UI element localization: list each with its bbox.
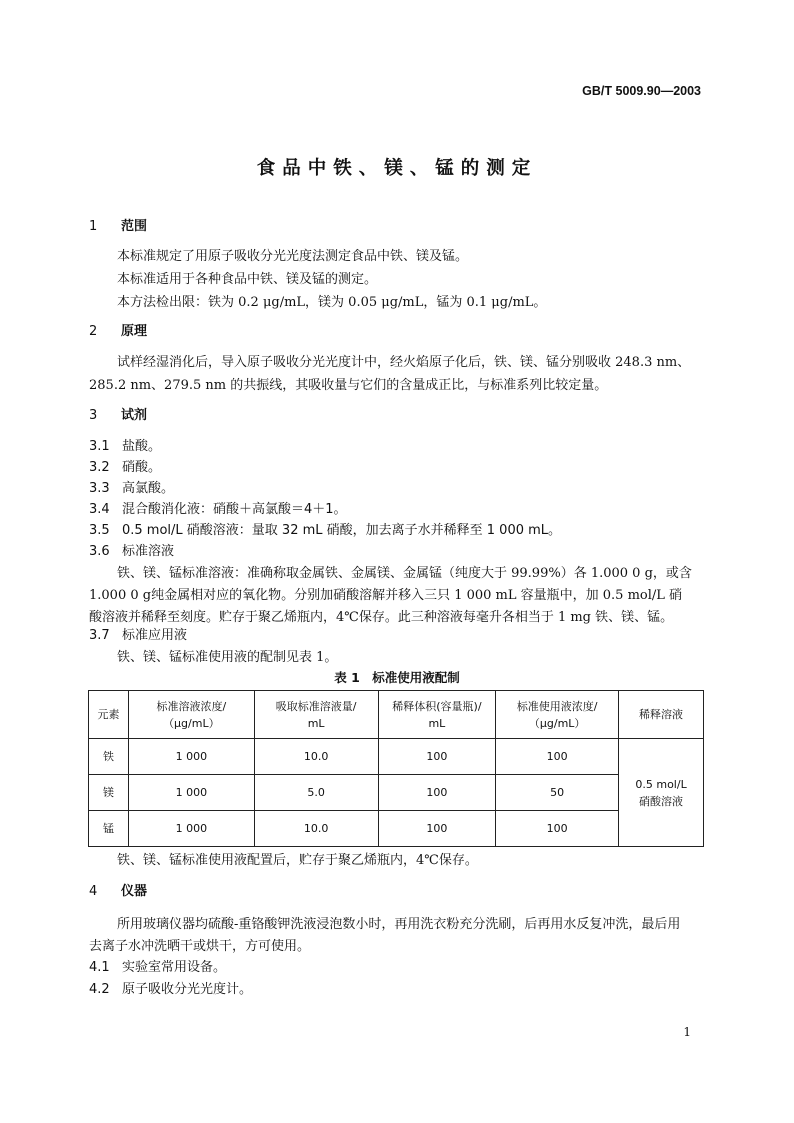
standard-solution-table — [88, 690, 704, 847]
section-number: 2 — [89, 324, 98, 339]
reagent-item — [89, 481, 174, 497]
item-text: 硝酸。 — [122, 460, 162, 475]
header-cell: 稀释溶液 — [619, 691, 704, 739]
table-cell: 100 — [378, 775, 496, 811]
section-1-heading — [89, 219, 147, 235]
paragraph-line: 所用玻璃仪器均硫酸-重铬酸钾洗液浸泡数小时，再用洗衣粉充分洗刷，后再用水反复冲洗，最后用 — [117, 917, 681, 932]
header-cell: 稀释体积(容量瓶)/ mL — [378, 691, 496, 739]
header-cell: 吸取标准溶液量/ mL — [254, 691, 378, 739]
table-caption: 表 1 标准使用液配制 — [334, 670, 460, 685]
section-2-heading — [89, 324, 147, 340]
item-text: 0.5 mol/L 硝酸溶液：量取 32 mL 硝酸，加去离子水并稀释至 1 000 mL。 — [122, 523, 562, 538]
table-cell: 10.0 — [254, 739, 378, 775]
item-text: 原子吸收分光光度计。 — [122, 982, 253, 997]
table-cell: 5.0 — [254, 775, 378, 811]
item-text: 标准溶液 — [122, 544, 175, 559]
section-title: 原理 — [121, 324, 148, 339]
table-cell: 10.0 — [254, 811, 378, 847]
reagent-item — [89, 628, 187, 644]
table-cell: 100 — [496, 811, 619, 847]
section-title: 试剂 — [121, 408, 148, 423]
section-number: 3 — [89, 408, 98, 423]
reagent-item — [89, 460, 161, 476]
item-number: 4.1 — [89, 960, 110, 975]
paragraph-line: 1.000 0 g纯金属相对应的氧化物。分别加硝酸溶解并移入三只 1 000 mL 容量瓶中，加 0.5 mol/L 硝 — [89, 588, 683, 603]
reagent-item — [89, 502, 347, 518]
table-cell: 铁 — [89, 739, 129, 775]
paragraph-line: 285.2 nm、279.5 nm 的共振线，其吸收量与它们的含量成正比，与标准系列比较定量。 — [89, 378, 608, 393]
section-title: 仪器 — [121, 884, 148, 899]
item-number: 3.5 — [89, 523, 110, 538]
page-number: 1 — [683, 1025, 691, 1039]
table-cell: 100 — [378, 739, 496, 775]
item-number: 3.7 — [89, 628, 110, 643]
reagent-item — [89, 523, 561, 539]
item-number: 3.6 — [89, 544, 110, 559]
reagent-item — [89, 544, 174, 560]
table-row — [89, 739, 704, 775]
paragraph-line: 铁、镁、锰标准使用液的配制见表 1。 — [117, 650, 338, 665]
paragraph-line: 本标准适用于各种食品中铁、镁及锰的测定。 — [117, 272, 378, 287]
table-cell: 1 000 — [128, 775, 254, 811]
table-cell: 锰 — [89, 811, 129, 847]
standard-code: GB/T 5009.90—2003 — [582, 84, 701, 98]
table-row — [89, 775, 704, 811]
item-number: 3.3 — [89, 481, 110, 496]
section-number: 4 — [89, 884, 98, 899]
instrument-item — [89, 960, 226, 976]
instrument-item — [89, 982, 252, 998]
item-number: 3.4 — [89, 502, 110, 517]
item-text: 实验室常用设备。 — [122, 960, 227, 975]
item-number: 3.1 — [89, 439, 110, 454]
section-4-heading — [89, 884, 147, 900]
paragraph-line: 铁、镁、锰标准溶液：准确称取金属铁、金属镁、金属锰（纯度大于 99.99%）各 1.000 0 g，或含 — [117, 566, 692, 581]
paragraph-line: 铁、镁、锰标准使用液配置后，贮存于聚乙烯瓶内，4℃保存。 — [117, 853, 478, 868]
paragraph-line: 本标准规定了用原子吸收分光光度法测定食品中铁、镁及锰。 — [117, 249, 469, 264]
table-cell: 100 — [378, 811, 496, 847]
page-title: 食品中铁、镁、锰的测定 — [256, 158, 538, 179]
table-cell: 1 000 — [128, 739, 254, 775]
paragraph-line: 试样经湿消化后，导入原子吸收分光光度计中，经火焰原子化后，铁、镁、锰分别吸收 248.3 nm、 — [117, 355, 691, 370]
header-cell: 元素 — [89, 691, 129, 739]
paragraph-line: 本方法检出限：铁为 0.2 μg/mL，镁为 0.05 μg/mL，锰为 0.1 μg/mL。 — [117, 295, 547, 310]
table-cell: 50 — [496, 775, 619, 811]
header-cell: 标准溶液浓度/ （μg/mL） — [128, 691, 254, 739]
item-text: 盐酸。 — [122, 439, 162, 454]
item-number: 3.2 — [89, 460, 110, 475]
section-title: 范围 — [121, 219, 148, 234]
paragraph-line: 去离子水冲洗晒干或烘干，方可使用。 — [89, 939, 311, 954]
header-cell: 标准使用液浓度/ （μg/mL） — [496, 691, 619, 739]
reagent-item — [89, 439, 161, 455]
item-text: 高氯酸。 — [122, 481, 175, 496]
section-number: 1 — [89, 219, 98, 234]
item-text: 混合酸消化液：硝酸＋高氯酸＝4＋1。 — [122, 502, 347, 517]
table-cell: 镁 — [89, 775, 129, 811]
item-number: 4.2 — [89, 982, 110, 997]
item-text: 标准应用液 — [122, 628, 188, 643]
table-cell: 1 000 — [128, 811, 254, 847]
table-header-row — [89, 691, 704, 739]
table-cell: 100 — [496, 739, 619, 775]
section-3-heading — [89, 408, 147, 424]
table-row — [89, 811, 704, 847]
paragraph-line: 酸溶液并稀释至刻度。贮存于聚乙烯瓶内，4℃保存。此三种溶液每毫升各相当于 1 mg 铁、镁、锰。 — [89, 610, 674, 625]
diluent-cell: 0.5 mol/L 硝酸溶液 — [619, 739, 704, 847]
